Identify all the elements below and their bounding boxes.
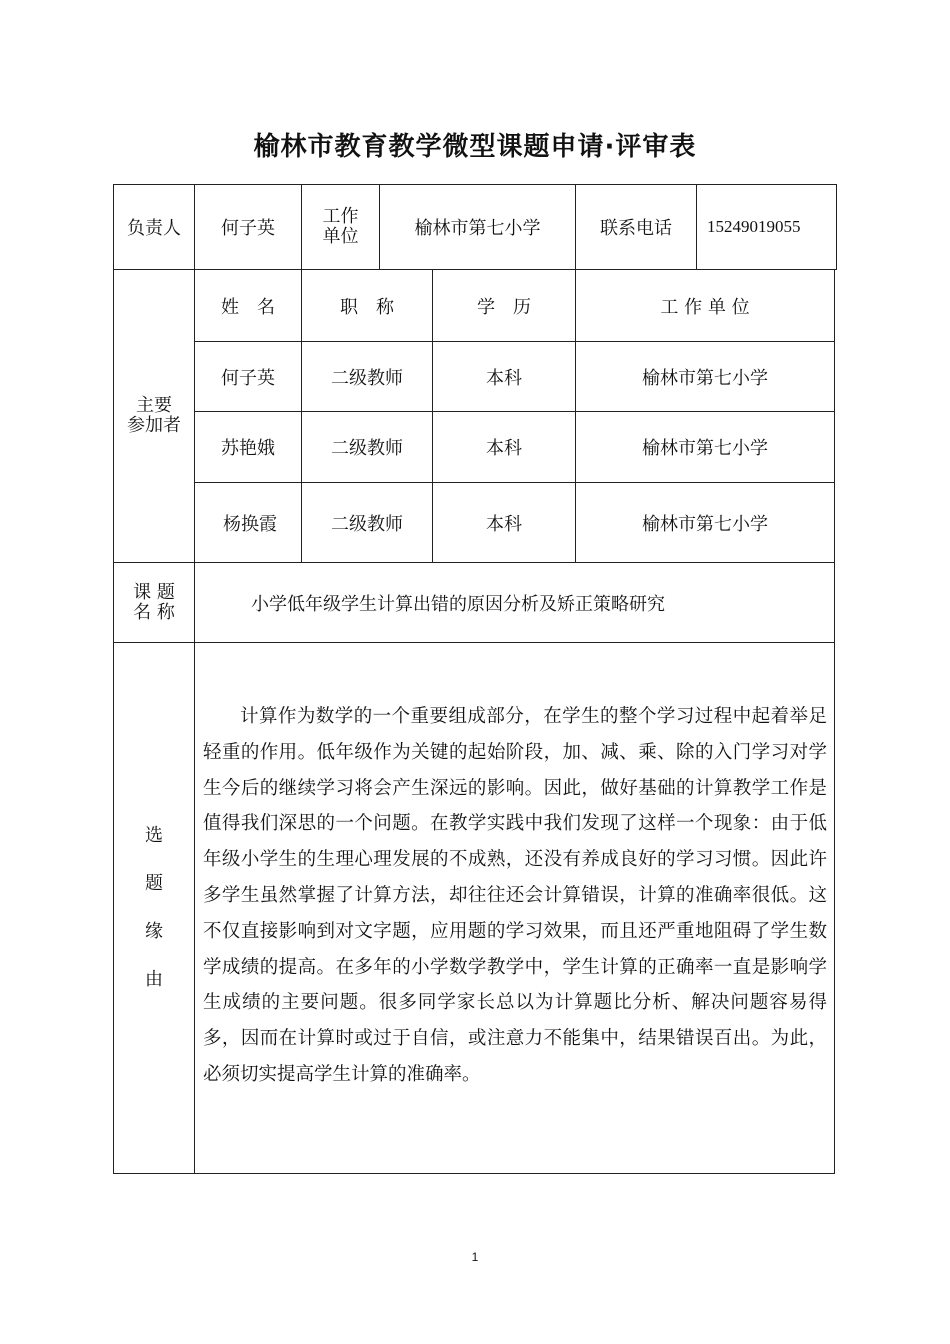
document-title: 榆林市教育教学微型课题申请·评审表 (253, 132, 697, 162)
reason-label-char: 题 (145, 873, 163, 894)
phone-label: 联系电话 (600, 218, 672, 239)
unit-label (302, 185, 379, 269)
participants-label-line2: 参加者 (127, 415, 181, 436)
reason-label (114, 643, 194, 1173)
table-cell: 本科 (486, 513, 522, 535)
table-cell: 二级教师 (331, 513, 403, 535)
topic-label (114, 563, 194, 642)
table-cell: 何子英 (221, 367, 275, 389)
reason-label-char: 选 (145, 825, 163, 846)
leader-label: 负责人 (127, 218, 181, 239)
col-header-name: 姓 名 (221, 296, 275, 318)
col-header-education: 学 历 (477, 296, 531, 318)
topic-label-line2: 名 称 (133, 601, 175, 623)
reason-label-char: 缘 (145, 921, 163, 942)
table-cell: 二级教师 (331, 367, 403, 389)
page-number: 1 (471, 1250, 479, 1264)
reason-body (203, 699, 827, 1093)
reason-paragraph: 计算作为数学的一个重要组成部分，在学生的整个学习过程中起着举足轻重的作用。低年级作为关键的起始阶段，加、减、乘、除的入门学习对学生今后的继续学习将会产生深远的影响。因此，做好基础的计算教学工作是值得我们深思的一个问题。在教学实践中我们发现了这样一个现象：由于低年级小学生的生理心理发展的不成熟，还没有养成良好的学习习惯。因此许多学生虽然掌握了计算方法，却往往还会计算错误，计算的准确率很低。这不仅直接影响到对文字题，应用题的学习效果，而且还严重地阻碍了学生数学成绩的提高。在多年的小学数学教学中，学生计算的正确率一直是影响学生成绩的主要问题。很多同学家长总以为计算题比分析、解决问题容易得多，因而在计算时或过于自信，或注意力不能集中，结果错误百出。为此，必须切实提高学生计算的准确率。 (203, 706, 827, 1085)
table-cell: 榆林市第七小学 (642, 513, 768, 535)
unit-label-line1: 工作 (322, 206, 359, 227)
participants-label (114, 270, 194, 562)
table-cell: 榆林市第七小学 (642, 367, 768, 389)
table-cell: 本科 (486, 367, 522, 389)
topic-name: 小学低年级学生计算出错的原因分析及矫正策略研究 (251, 593, 665, 615)
leader-name: 何子英 (221, 218, 275, 239)
reason-label-char: 由 (145, 969, 163, 990)
table-cell: 本科 (486, 438, 522, 459)
table-cell: 苏艳娥 (221, 438, 275, 459)
participants-label-line1: 主要 (136, 395, 172, 416)
col-header-title: 职 称 (340, 296, 394, 318)
phone-number: 15249019055 (707, 217, 801, 236)
table-cell: 二级教师 (331, 438, 403, 459)
topic-label-line1: 课 题 (133, 581, 175, 603)
unit-label-line2: 单位 (322, 226, 359, 247)
col-header-unit: 工 作 单 位 (660, 296, 750, 318)
leader-unit: 榆林市第七小学 (414, 218, 541, 239)
table-cell: 榆林市第七小学 (642, 438, 768, 459)
table-cell: 杨换霞 (223, 513, 277, 535)
